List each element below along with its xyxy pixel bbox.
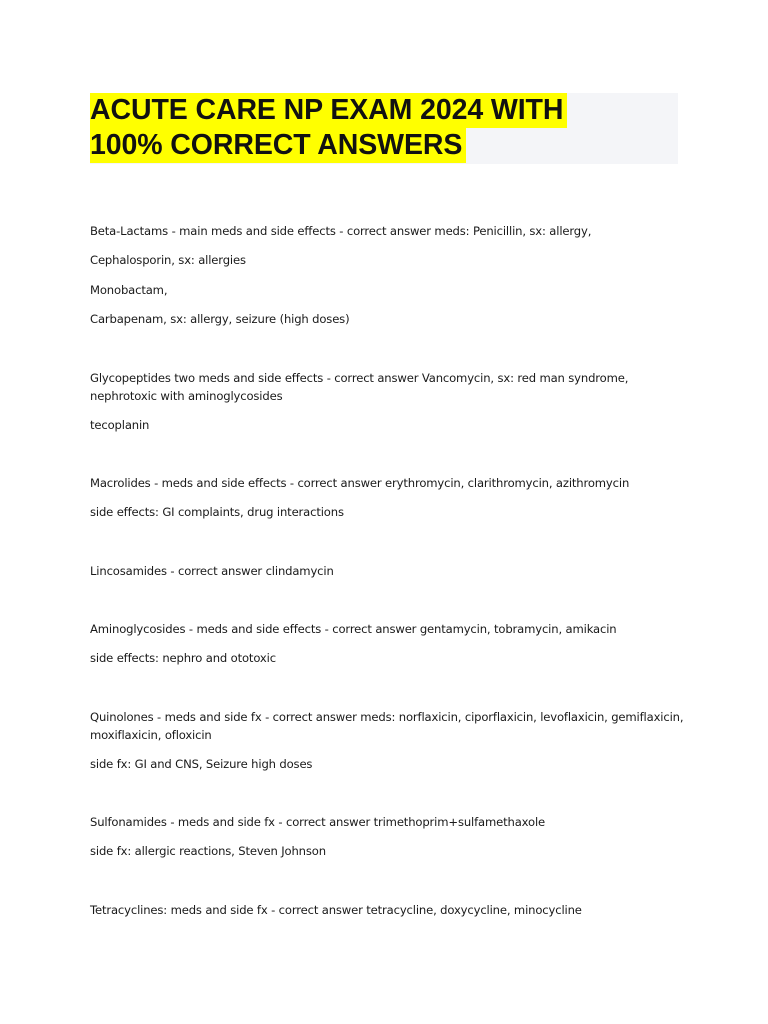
text-line: Cephalosporin, sx: allergies [90, 253, 246, 267]
document-title [90, 93, 678, 164]
text-line: Carbapenam, sx: allergy, seizure (high doses) [90, 312, 350, 326]
text-line: Beta-Lactams - main meds and side effects - correct answer meds: Penicillin, sx: allergy, [90, 224, 592, 238]
text-line: Aminoglycosides - meds and side effects - correct answer gentamycin, tobramycin, amikacin [90, 622, 617, 636]
text-line: Glycopeptides two meds and side effects - correct answer Vancomycin, sx: red man syndrome, [90, 371, 629, 385]
text-line: side effects: nephro and ototoxic [90, 651, 276, 665]
text-line: Sulfonamides - meds and side fx - correct answer trimethoprim+sulfamethaxole [90, 815, 546, 829]
text-line: Quinolones - meds and side fx - correct answer meds: norflaxicin, ciporflaxicin, levoflaxicin, gemiflaxicin, [90, 710, 684, 724]
text-line: Lincosamides - correct answer clindamycin [90, 564, 334, 578]
title-line-1: ACUTE CARE NP EXAM 2024 WITH [90, 93, 567, 128]
title-line-2: 100% CORRECT ANSWERS [90, 128, 466, 163]
text-line: Tetracyclines: meds and side fx - correct answer tetracycline, doxycycline, minocycline [90, 903, 582, 917]
text-line: side fx: GI and CNS, Seizure high doses [90, 757, 313, 771]
text-line: Monobactam, [90, 283, 168, 297]
text-line: side effects: GI complaints, drug interactions [90, 505, 344, 519]
text-line: Macrolides - meds and side effects - correct answer erythromycin, clarithromycin, azithromycin [90, 476, 630, 490]
text-line: side fx: allergic reactions, Steven Johnson [90, 844, 326, 858]
text-line: nephrotoxic with aminoglycosides [90, 389, 283, 403]
text-line: moxiflaxicin, ofloxicin [90, 728, 212, 742]
text-line: tecoplanin [90, 418, 150, 432]
